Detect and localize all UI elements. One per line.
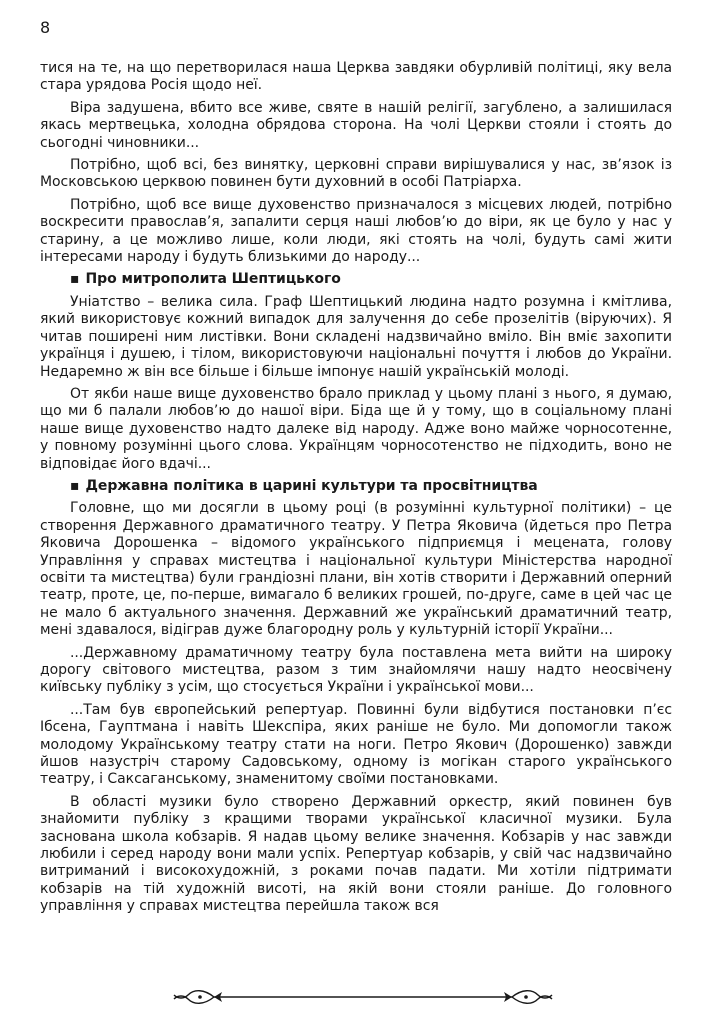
paragraph: Головне, що ми досягли в цьому році (в розумінні культурної політики) – це створення Державного драматичного театру. У Петра Яковича (йдеться про Петра Яковича Дорошенка – відомого українського підприємця і мецената, голову Управління у справах мистецтва і національної культури Міністерства народної освіти та мистецтва) були грандіозні плани, він хотів створити і Державний оперний театр, проте, це, по-перше, вимагало б великих грошей, по-друге, саме в цей час це не мало б актуального значення. Державний же український драматичний театр, мені здавалося, відіграв дуже благородну роль у культурній історії України... — [40, 500, 672, 639]
ornament-divider-icon — [170, 985, 556, 1009]
paragraph: От якби наше вище духовенство брало приклад у цьому плані з нього, я думаю, що ми б палали любов’ю до нашої віри. Біда ще й у тому, що в соціальному плані наше вище духовенство надто далеке від народу. Адже воно майже чорносотенне, у повному розумінні цього слова. Українцям чорносотенство не підходить, воно не відповідає його вдачі... — [40, 385, 672, 472]
paragraph: Уніатство – велика сила. Граф Шептицький людина надто розумна і кмітлива, який використовує кожний випадок для залучення до себе прозелітів (віруючих). Я читав поширені ним листівки. Вони складені надзвичайно вміло. Він вміє захопити українця і душею, і тілом, використовуючи національні почуття і любов до України. Недаремно ж він все більше і більше імпонує нашій українській молоді. — [40, 293, 672, 380]
paragraph: Потрібно, щоб всі, без винятку, церковні справи вирішувалися у нас, зв’язок із Московською церквою повинен бути духовний в особі Патріарха. — [40, 157, 672, 191]
bullet-icon: ▪ — [70, 271, 80, 288]
section-heading-text: Про митрополита Шептицького — [85, 271, 341, 288]
paragraph: Віра задушена, вбито все живе, святе в нашій релігії, загублено, а залишилася якась мертвецька, холодна обрядова сторона. На чолі Церкви стояли і стоять до сьогодні чиновники... — [40, 99, 672, 151]
section-heading-sheptytsky — [40, 271, 672, 288]
page-number: 8 — [40, 18, 51, 37]
paragraph: В області музики було створено Державний оркестр, який повинен був знайомити публіку з кращими творами української класичної музики. Була заснована школа кобзарів. Я надав цьому велике значення. Кобзарів у нас завжди любили і серед народу вони мали успіх. Репертуар кобзарів, у свій час надзвичайно витриманий і високохудожній, з роками почав падати. Ми хотіли підтримати кобзарів на тій художній висоті, на якій вони стояли раніше. До головного управління у справах мистецтва перейшла також вся — [40, 793, 672, 915]
section-heading-text: Державна політика в царині культури та просвітництва — [85, 477, 538, 494]
article-text — [40, 60, 672, 921]
section-heading-culture — [40, 478, 672, 495]
paragraph: тися на те, на що перетворилася наша Церква завдяки обурливій політиці, яку вела стара урядова Росія щодо неї. — [40, 60, 672, 94]
paragraph: ...Там був європейський репертуар. Повинні були відбутися постановки п’єс Ібсена, Гауптмана і навіть Шекспіра, яких раніше не було. Ми допомогли також молодому Українському театру стати на ноги. Петро Якович (Дорошенко) завжди йшов назустріч старому Садовському, одному із могікан старого українського театру, і Саксаганському, знаменитому своїми постановками. — [40, 701, 672, 788]
paragraph: Потрібно, щоб все вище духовенство призначалося з місцевих людей, потрібно воскресити православ’я, запалити серця наші любов’ю до віри, як це було у нас у старину, а це можливо лише, коли люди, які стоять на чолі, будуть самі жити інтересами народу і будуть близькими до народу... — [40, 196, 672, 266]
paragraph: ...Державному драматичному театру була поставлена мета вийти на широку дорогу світового мистецтва, разом з тим знайомлячи нашу надто неосвічену київську публіку з усім, що стосується України і української мови... — [40, 644, 672, 696]
bullet-icon: ▪ — [70, 477, 80, 494]
